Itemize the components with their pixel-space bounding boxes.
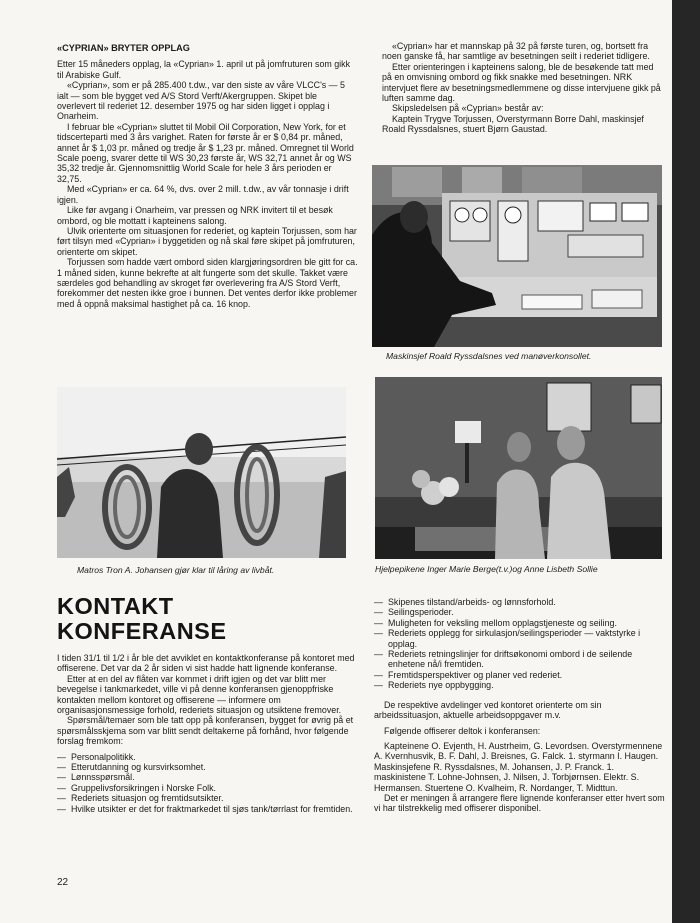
article1-column-left (57, 43, 358, 309)
list-item: — Gruppelivsforsikringen i Norske Folk. (57, 783, 355, 793)
page-edge-shadow (672, 0, 700, 923)
article2-paragraph: De respektive avdelinger ved kontoret orienterte om sin arbeidssituasjon, aktuelle arbeidsoppgaver m.v. (374, 699, 602, 721)
article2-column-left (57, 653, 355, 814)
article2-paragraph: Kapteinene O. Evjenth, H. Austrheim, G. Levordsen. Overstyrmennene A. Kvernhusvik, B. F. Dahl, J. Breisnes, G. Falck. 1. styrmann I. Haugen. Maskinsjefene R. Ryssdalsnes, M. Johansen, J. P. Franck. 1. maskinistene T. Lohne-Johnsen, J. Nilsen, J. Torbjørnsen. Elektr. S. Hermansen. Stuertene O. Kvalheim, R. Nordanger, T. Midttun. (374, 740, 663, 793)
article1-paragraph: Med «Cyprian» er ca. 64 %, dvs. over 2 mill. t.dw., av vår tonnasje i drift igjen. (57, 184, 349, 205)
list-item: — Fremtidsperspektiver og planer ved rederiet. (374, 670, 666, 680)
photo-machinist-control-console-drawing (372, 165, 662, 347)
caption-sailor: Matros Tron A. Johansen gjør klar til låring av livbåt. (77, 565, 275, 575)
article1-column-right (382, 41, 664, 135)
list-item: — Muligheten for veksling mellom opplagstjeneste og seiling. (374, 618, 666, 628)
article1-paragraph: «Cyprian» har et mannskap på 32 på første turen, og, bortsett fra noen ganske få, har samtlige av besetningen seilt i rederiet tidligere. (382, 41, 650, 62)
article2-paragraph: Det er meningen å arrangere flere lignende konferanser etter hvert som vi har tilstrekkelig med offiserer disponibel. (374, 792, 665, 814)
photo-helpers-salon (375, 377, 662, 559)
article2-title (57, 594, 227, 643)
list-item: — Skipenes tilstand/arbeids- og lønnsforhold. (374, 597, 666, 607)
photo-sailor-lifeboat (57, 387, 346, 558)
list-item: — Rederiets situasjon og fremtidsutsikter. (57, 793, 355, 803)
article1-paragraph: I februar ble «Cyprian» sluttet til Mobil Oil Corporation, New York, for et tidscerteparti med 3 års varighet. Raten for første år er $ 0,84 pr. måned, annet år $ 1,03 pr. måned og tredje år $ 1,23 pr. måned. Omregnet til World Scale poeng, svarer dette til WS 30,23 første år, WS 32,71 annet år og WS 35,32 tredje år. Gjennomsnittlig World Scale for hele 3 års perioden er 32,75. (57, 121, 354, 184)
article2-paragraph: Spørsmål/temaer som ble tatt opp på konferansen, bygget for øvrig på et spørsmålsskjema som var blitt sendt deltakerne på forhånd, hvor følgende forslag fremkom: (57, 715, 354, 747)
photo-machinist-control-console (372, 165, 662, 347)
article1-paragraph: Etter orienteringen i kapteinens salong, ble de besøkende tatt med på en omvisning ombord og fikk snakke med besetningen. NRK intervjuet flere av besetningsmedlemmene og disse intervjuene gikk på luften samme dag. (382, 61, 661, 104)
photo-sailor-lifeboat-drawing (57, 387, 346, 558)
article2-paragraph: Følgende offiserer deltok i konferansen: (384, 726, 541, 737)
article1-paragraph: «Cyprian», som er på 285.400 t.dw., var den siste av våre VLCC's — 5 ialt — som ble bygget ved A/S Stord Verft/Akergruppen. Skipet ble overlevert til rederiet 12. desember 1975 og har siden ligget i opplag i Onarheim. (57, 80, 345, 122)
article1-heading: «CYPRIAN» BRYTER OPPLAG (57, 43, 190, 53)
article2-paragraph: I tiden 31/1 til 1/2 i år ble det avviklet en kontaktkonferanse på kontoret med offiserene. Det var da 2 år siden vi sist hadde hatt lignende konferanse. (57, 653, 355, 674)
photo-helpers-salon-drawing (375, 377, 662, 559)
list-item: — Hvilke utsikter er det for fraktmarkedet til sjøs tank/tørrlast for fremtiden. (57, 804, 355, 814)
page-number: 22 (57, 877, 69, 888)
list-item: — Seilingsperioder. (374, 607, 666, 617)
article1-paragraph: Etter 15 måneders opplag, la «Cyprian» 1. april ut på jomfruturen som gikk til Arabiske Gulf. (57, 59, 351, 80)
article1-paragraph: Torjussen som hadde vært ombord siden klargjøringsordren ble gitt for ca. 1 måned siden, kunne bekrefte at alt fungerte som det skulle. Takket være særdeles god behandling av skroget før overlevering fra A/S Stord Verft, forekommer det nesten ikke groe i bunnen. Det ventes derfor ikke problemer med å oppnå maksimal hastighet på ca. 16 knop. (57, 257, 358, 309)
list-item: — Rederiets retningslinjer for driftsøkonomi ombord i de seilende enhetene nå/i fremtiden. (374, 649, 666, 670)
list-item: — Lønnsspørsmål. (57, 772, 355, 782)
list-item: — Etterutdanning og kursvirksomhet. (57, 762, 355, 772)
article2-paragraph: Etter at en del av flåten var kommet i drift igjen og det var blitt mer bevegelse i tankmarkedet, ville vi på denne konferansen gjenoppfriske kontakten mellom kontoret og offiserene — informere om organisasjonsmessige forhold, rederiets situasjon og utsiktene fremover. (57, 673, 342, 716)
article2-title-line2: KONFERANSE (57, 617, 227, 644)
article2-topic-list-right (374, 597, 666, 691)
article1-paragraph: Like før avgang i Onarheim, var pressen og NRK invitert til et besøk ombord, og ble mottatt i kapteinens salong. (57, 205, 333, 226)
caption-helpers: Hjelpepikene Inger Marie Berge(t.v.)og Anne Lisbeth Sollie (375, 564, 598, 574)
article1-paragraph: Ulvik orienterte om situasjonen for rederiet, og kaptein Torjussen, som har ført tilsyn med «Cyprian» i byggetiden og nå skal føre skipet på jomfruturen, orienterte om skipet. (57, 225, 357, 257)
list-item: — Rederiets opplegg for sirkulasjon/seilingsperioder — vaktstyrke i opplag. (374, 628, 666, 649)
caption-machinist: Maskinsjef Roald Ryssdalsnes ved manøverkonsollet. (386, 351, 592, 361)
article2-column-right (374, 597, 666, 814)
list-item: — Personalpolitikk. (57, 752, 355, 762)
article2-topic-list-left (57, 752, 355, 814)
article2-title-line1: KONTAKT (57, 593, 174, 619)
article1-paragraph: Kaptein Trygve Torjussen, Overstyrmann Borre Dahl, maskinsjef Roald Ryssdalsnes, stuert Bjørn Gaustad. (382, 113, 644, 135)
list-item: — Rederiets nye oppbygging. (374, 680, 666, 690)
article1-paragraph: Skipsledelsen på «Cyprian» består av: (392, 103, 544, 114)
